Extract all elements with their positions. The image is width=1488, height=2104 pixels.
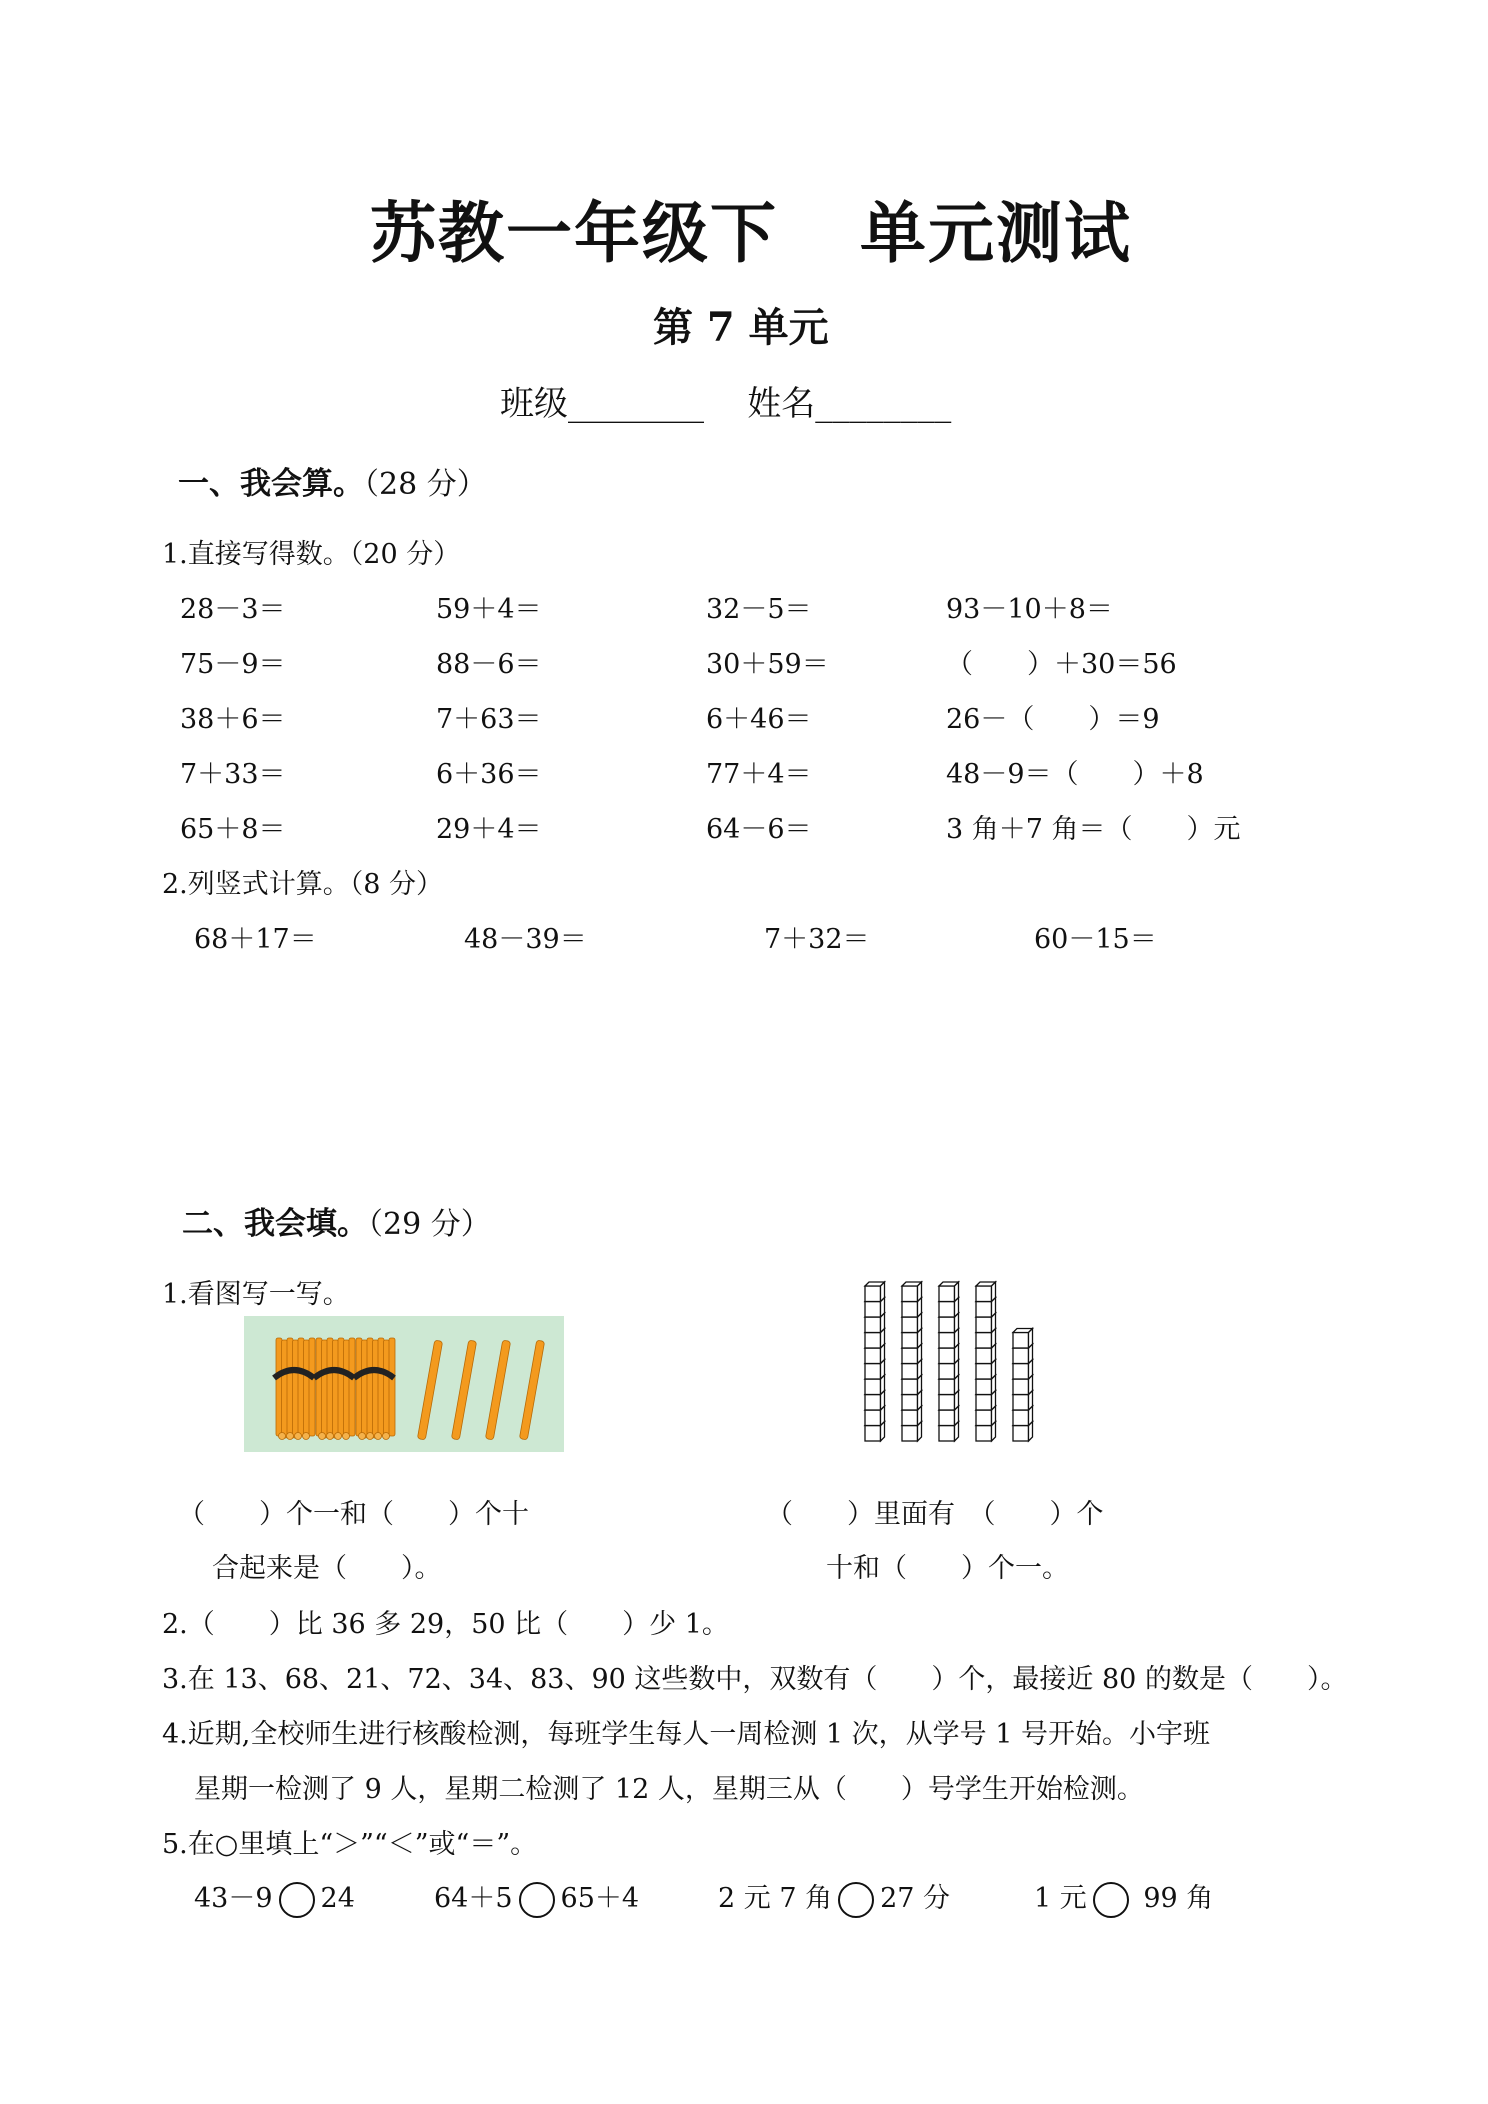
calc-item: 93－10＋8＝ <box>946 594 1113 625</box>
cubes-image <box>860 1276 1040 1452</box>
cubes-caption-2: 十和（ ）个一。 <box>826 1553 1069 1584</box>
unit-cube <box>1013 1329 1033 1349</box>
cube-column-of-ten <box>976 1282 996 1441</box>
s2-q4-line1: 4.近期,全校师生进行核酸检测，每班学生每人一周检测 1 次，从学号 1 号开始。小宇班 <box>162 1719 1211 1750</box>
calc-item: 75－9＝ <box>180 649 286 680</box>
compare-right: 65＋4 <box>560 1883 640 1914</box>
calc-item: 48－9＝（ ）＋8 <box>946 759 1204 790</box>
s1-q1-title: 1.直接写得数。（20 分） <box>162 539 461 570</box>
unit-cube <box>902 1282 922 1302</box>
sticks-caption-2: 合起来是（ ）。 <box>212 1553 442 1584</box>
sticks-figure <box>244 1316 564 1452</box>
cube-column-of-ten <box>902 1282 922 1441</box>
compare-right: 27 分 <box>880 1883 951 1914</box>
compare-right: 24 <box>320 1883 355 1914</box>
compare-item <box>194 1876 355 1918</box>
bundle-of-ten <box>354 1338 395 1440</box>
page-title-right: 单元测试 <box>860 195 1132 272</box>
compare-left: 2 元 7 角 <box>718 1883 833 1914</box>
calc-item: 7＋33＝ <box>180 759 286 790</box>
unit-subtitle: 第 7 单元 <box>653 304 829 351</box>
calc-item: 3 角＋7 角＝（ ）元 <box>946 814 1241 845</box>
calc-item: 77＋4＝ <box>706 759 812 790</box>
s2-q5-title: 5.在○里填上“＞”“＜”或“＝”。 <box>162 1829 538 1860</box>
unit-cube <box>976 1282 996 1302</box>
calc-item: （ ）＋30＝56 <box>946 649 1177 680</box>
section1-heading <box>178 458 487 503</box>
compare-right: 99 角 <box>1134 1883 1214 1914</box>
cube-column-of-ten <box>939 1282 959 1441</box>
compare-circle[interactable] <box>519 1882 555 1918</box>
unit-cube <box>939 1282 959 1302</box>
sticks-image <box>244 1316 564 1452</box>
s2-q3: 3.在 13、68、21、72、34、83、90 这些数中，双数有（ ）个，最接近 80 的数是（ ）。 <box>162 1664 1348 1695</box>
class-name-line: 班级________ 姓名________ <box>500 384 952 424</box>
section2-heading <box>182 1198 491 1243</box>
s2-q1-title: 1.看图写一写。 <box>162 1279 350 1310</box>
compare-circle[interactable] <box>279 1882 315 1918</box>
calc-item: 26－（ ）＝9 <box>946 704 1160 735</box>
calc-item: 32－5＝ <box>706 594 812 625</box>
single-cubes <box>1013 1329 1033 1442</box>
calc-item: 6＋46＝ <box>706 704 812 735</box>
calc-item: 30＋59＝ <box>706 649 829 680</box>
calc-item: 38＋6＝ <box>180 704 286 735</box>
cubes-caption-1: （ ）里面有 （ ）个 <box>766 1499 1104 1530</box>
section1-heading-title: 一、我会算。 <box>178 466 364 502</box>
compare-item <box>1034 1876 1213 1918</box>
calc-item: 6＋36＝ <box>436 759 542 790</box>
calc-item: 65＋8＝ <box>180 814 286 845</box>
bundle-of-ten <box>274 1338 315 1440</box>
vertical-calc-item: 68＋17＝ <box>194 924 317 955</box>
s2-q4-line2: 星期一检测了 9 人，星期二检测了 12 人，星期三从（ ）号学生开始检测。 <box>194 1774 1144 1805</box>
calc-item: 59＋4＝ <box>436 594 542 625</box>
calc-item: 7＋63＝ <box>436 704 542 735</box>
section2-heading-score: （29 分） <box>368 1207 491 1242</box>
compare-item <box>434 1876 639 1918</box>
compare-circle[interactable] <box>1093 1882 1129 1918</box>
s1-q2-title: 2.列竖式计算。（8 分） <box>162 869 444 900</box>
vertical-calc-item: 48－39＝ <box>464 924 587 955</box>
compare-circle[interactable] <box>838 1882 874 1918</box>
vertical-calc-item: 60－15＝ <box>1034 924 1157 955</box>
compare-left: 43－9 <box>194 1883 273 1914</box>
calc-item: 28－3＝ <box>180 594 286 625</box>
compare-left: 64＋5 <box>434 1883 513 1914</box>
cube-column-of-ten <box>865 1282 885 1441</box>
unit-cube <box>865 1282 885 1302</box>
compare-left: 1 元 <box>1034 1883 1087 1914</box>
section2-heading-title: 二、我会填。 <box>182 1206 368 1242</box>
vertical-calc-item: 7＋32＝ <box>764 924 870 955</box>
sticks-caption-1: （ ）个一和（ ）个十 <box>178 1499 529 1530</box>
bundle-of-ten <box>314 1338 355 1440</box>
cubes-figure <box>860 1276 1040 1452</box>
calc-item: 88－6＝ <box>436 649 542 680</box>
page-title-left: 苏教一年级下 <box>370 195 778 272</box>
compare-item <box>718 1876 950 1918</box>
calc-item: 64－6＝ <box>706 814 812 845</box>
calc-item: 29＋4＝ <box>436 814 542 845</box>
s2-q2: 2.（ ）比 36 多 29，50 比（ ）少 1。 <box>162 1609 729 1640</box>
section1-heading-score: （28 分） <box>364 467 487 502</box>
